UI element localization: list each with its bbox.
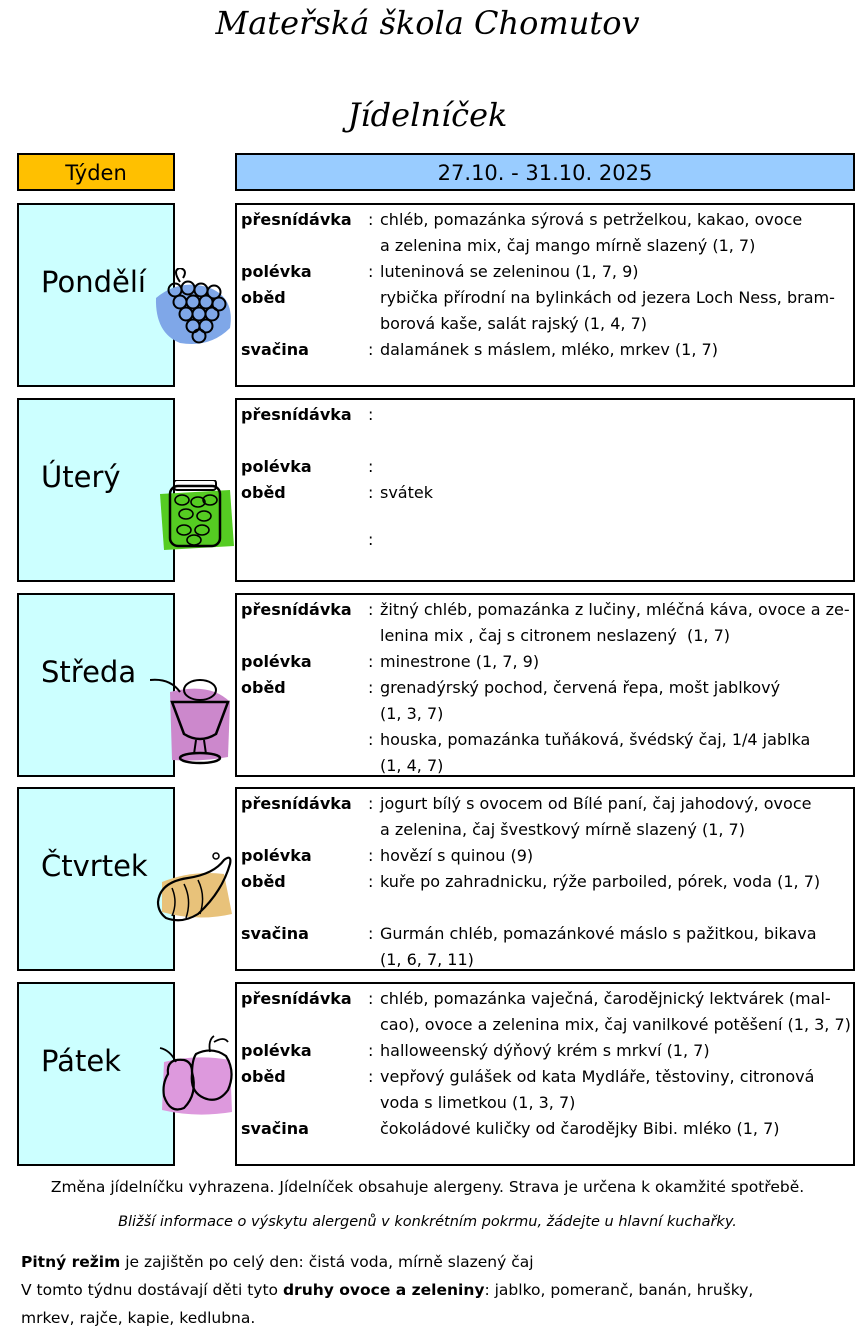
meal-text <box>380 727 855 779</box>
footer-allergen-info: Bližší informace o výskytu alergenů v konkrétním pokrmu, žádejte u hlavní kuchařky. <box>118 1214 737 1230</box>
meal-colon: : <box>368 483 374 502</box>
meal-text-line: chléb, pomazánka vaječná, čarodějnický lektvárek (mal- <box>380 989 831 1008</box>
menu-cell <box>235 593 855 777</box>
meal-colon: : <box>368 678 374 697</box>
menu-cell <box>235 982 855 1166</box>
meal-label: oběd <box>241 288 286 307</box>
meal-text-line: luteninová se zeleninou (1, 7, 9) <box>380 262 639 281</box>
meal-text <box>380 843 855 869</box>
menu-cell <box>235 787 855 971</box>
meal-colon: : <box>368 872 374 891</box>
meal-colon: : <box>368 1067 374 1086</box>
meal-text-line: svátek <box>380 483 433 502</box>
grapes-icon <box>150 268 240 362</box>
meal-text-line: hovězí s quinou (9) <box>380 846 534 865</box>
meal-text-line: vepřový gulášek od kata Mydláře, těstoviny, citronová <box>380 1067 815 1086</box>
meal-text-line: a zelenina mix, čaj mango mírně slazený (1, 7) <box>380 236 756 255</box>
meal-colon: : <box>368 730 374 749</box>
day-name: Pondělí <box>41 265 146 299</box>
day-name: Pátek <box>41 1044 121 1078</box>
meal-text-line: houska, pomazánka tuňáková, švédský čaj, 1/4 jablka <box>380 730 811 749</box>
footer-fruit-2: mrkev, rajče, kapie, kedlubna. <box>21 1309 256 1327</box>
drink-rest: je zajištěn po celý den: čistá voda, mírně slazený čaj <box>120 1253 534 1271</box>
meal-colon: : <box>368 600 374 619</box>
meal-text-line: chléb, pomazánka sýrová s petrželkou, kakao, ovoce <box>380 210 803 229</box>
meal-text <box>380 454 855 480</box>
meal-text <box>380 869 855 895</box>
meal-colon: : <box>368 846 374 865</box>
meal-text-line: kuře po zahradnicku, rýže parboiled, pórek, voda (1, 7) <box>380 872 821 891</box>
meal-text <box>380 527 855 553</box>
menu-cell <box>235 398 855 582</box>
meal-text-line: (1, 3, 7) <box>380 704 444 723</box>
meal-label: polévka <box>241 457 312 476</box>
meal-text-line <box>380 527 855 553</box>
meal-text <box>380 597 855 649</box>
meal-text <box>380 986 855 1038</box>
meal-label: přesnídávka <box>241 210 352 229</box>
meal-text-line: (1, 4, 7) <box>380 756 444 775</box>
meal-text-line <box>380 402 855 428</box>
meal-text-line: borová kaše, salát rajský (1, 4, 7) <box>380 314 647 333</box>
meal-label: svačina <box>241 1119 309 1138</box>
fruit-bold: druhy ovoce a zeleniny <box>282 1281 485 1299</box>
meal-label: přesnídávka <box>241 989 352 1008</box>
meal-label: svačina <box>241 924 309 943</box>
day-cell <box>17 398 175 582</box>
meal-text-line: žitný chléb, pomazánka z lučiny, mléčná káva, ovoce a ze- <box>380 600 850 619</box>
cornucopia-icon <box>152 852 237 931</box>
meal-label: polévka <box>241 262 312 281</box>
meal-text <box>380 791 855 843</box>
meal-label: oběd <box>241 1067 286 1086</box>
day-name: Úterý <box>41 460 121 494</box>
meal-colon: : <box>368 1041 374 1060</box>
meal-colon: : <box>368 530 374 549</box>
meal-label: přesnídávka <box>241 405 352 424</box>
meal-text <box>380 1038 855 1064</box>
drink-bold: Pitný režim <box>21 1253 121 1271</box>
fruit-rest: : jablko, pomeranč, banán, hrušky, <box>484 1281 754 1299</box>
menu-cell <box>235 203 855 387</box>
meal-colon: : <box>368 652 374 671</box>
week-dates: 27.10. - 31.10. 2025 <box>235 153 855 191</box>
meal-label: polévka <box>241 846 312 865</box>
meal-text <box>380 649 855 675</box>
meal-label: oběd <box>241 678 286 697</box>
meal-text <box>380 480 855 506</box>
meal-colon: : <box>368 989 374 1008</box>
footer-drink <box>21 1253 841 1271</box>
meal-text-line: lenina mix , čaj s citronem neslazený (1, 7) <box>380 626 731 645</box>
meal-text <box>380 259 855 285</box>
meal-label: polévka <box>241 1041 312 1060</box>
meal-text <box>380 402 855 428</box>
day-name: Čtvrtek <box>41 849 148 883</box>
week-label: Týden <box>17 153 175 191</box>
meal-text-line: voda s limetkou (1, 3, 7) <box>380 1093 576 1112</box>
meal-colon: : <box>368 924 374 943</box>
meal-text <box>380 207 855 259</box>
meal-text-line: čokoládové kuličky od čarodějky Bibi. mléko (1, 7) <box>380 1119 780 1138</box>
day-cell <box>17 982 175 1166</box>
meal-text <box>380 337 855 363</box>
dessert-cup-icon <box>150 672 240 771</box>
meal-label: oběd <box>241 872 286 891</box>
meal-label: přesnídávka <box>241 600 352 619</box>
meal-text <box>380 675 855 727</box>
meal-colon: : <box>368 405 374 424</box>
meal-text-line: halloweenský dýňový krém s mrkví (1, 7) <box>380 1041 710 1060</box>
meal-colon: : <box>368 262 374 281</box>
meal-text-line: cao), ovoce a zelenina mix, čaj vanilkové potěšení (1, 3, 7) <box>380 1015 851 1034</box>
meal-text-line: jogurt bílý s ovocem od Bílé paní, čaj jahodový, ovoce <box>380 794 812 813</box>
meal-colon: : <box>368 210 374 229</box>
meal-text <box>380 1116 855 1142</box>
meal-text-line <box>380 454 855 480</box>
footer-notice: Změna jídelníčku vyhrazena. Jídelníček obsahuje alergeny. Strava je určena k okamžité spotřebě. <box>50 1178 805 1196</box>
page-title: Jídelníček <box>347 96 508 134</box>
meal-text-line: dalamánek s máslem, mléko, mrkev (1, 7) <box>380 340 718 359</box>
meal-text-line: a zelenina, čaj švestkový mírně slazený (1, 7) <box>380 820 745 839</box>
meal-text-line: minestrone (1, 7, 9) <box>380 652 540 671</box>
day-name: Středa <box>41 655 137 689</box>
meal-text-line: Gurmán chléb, pomazánkové máslo s pažitkou, bikava <box>380 924 817 943</box>
meal-text-line: rybička přírodní na bylinkách od jezera Loch Ness, bram- <box>380 288 835 307</box>
meal-label: oběd <box>241 483 286 502</box>
meal-colon: : <box>368 794 374 813</box>
school-name: Mateřská škola Chomutov <box>215 4 640 42</box>
meal-text <box>380 285 855 337</box>
meal-label: polévka <box>241 652 312 671</box>
meal-text <box>380 921 855 973</box>
meal-text-line: grenadýrský pochod, červená řepa, mošt jablkový <box>380 678 781 697</box>
meal-colon: : <box>368 457 374 476</box>
footer-fruit <box>21 1281 841 1299</box>
fruit-intro: V tomto týdnu dostávají děti tyto <box>21 1281 283 1299</box>
apples-icon <box>156 1032 236 1121</box>
meal-colon: : <box>368 340 374 359</box>
meal-text <box>380 1064 855 1116</box>
meal-text-line: (1, 6, 7, 11) <box>380 950 474 969</box>
meal-label: svačina <box>241 340 309 359</box>
jar-icon <box>156 480 236 556</box>
meal-label: přesnídávka <box>241 794 352 813</box>
